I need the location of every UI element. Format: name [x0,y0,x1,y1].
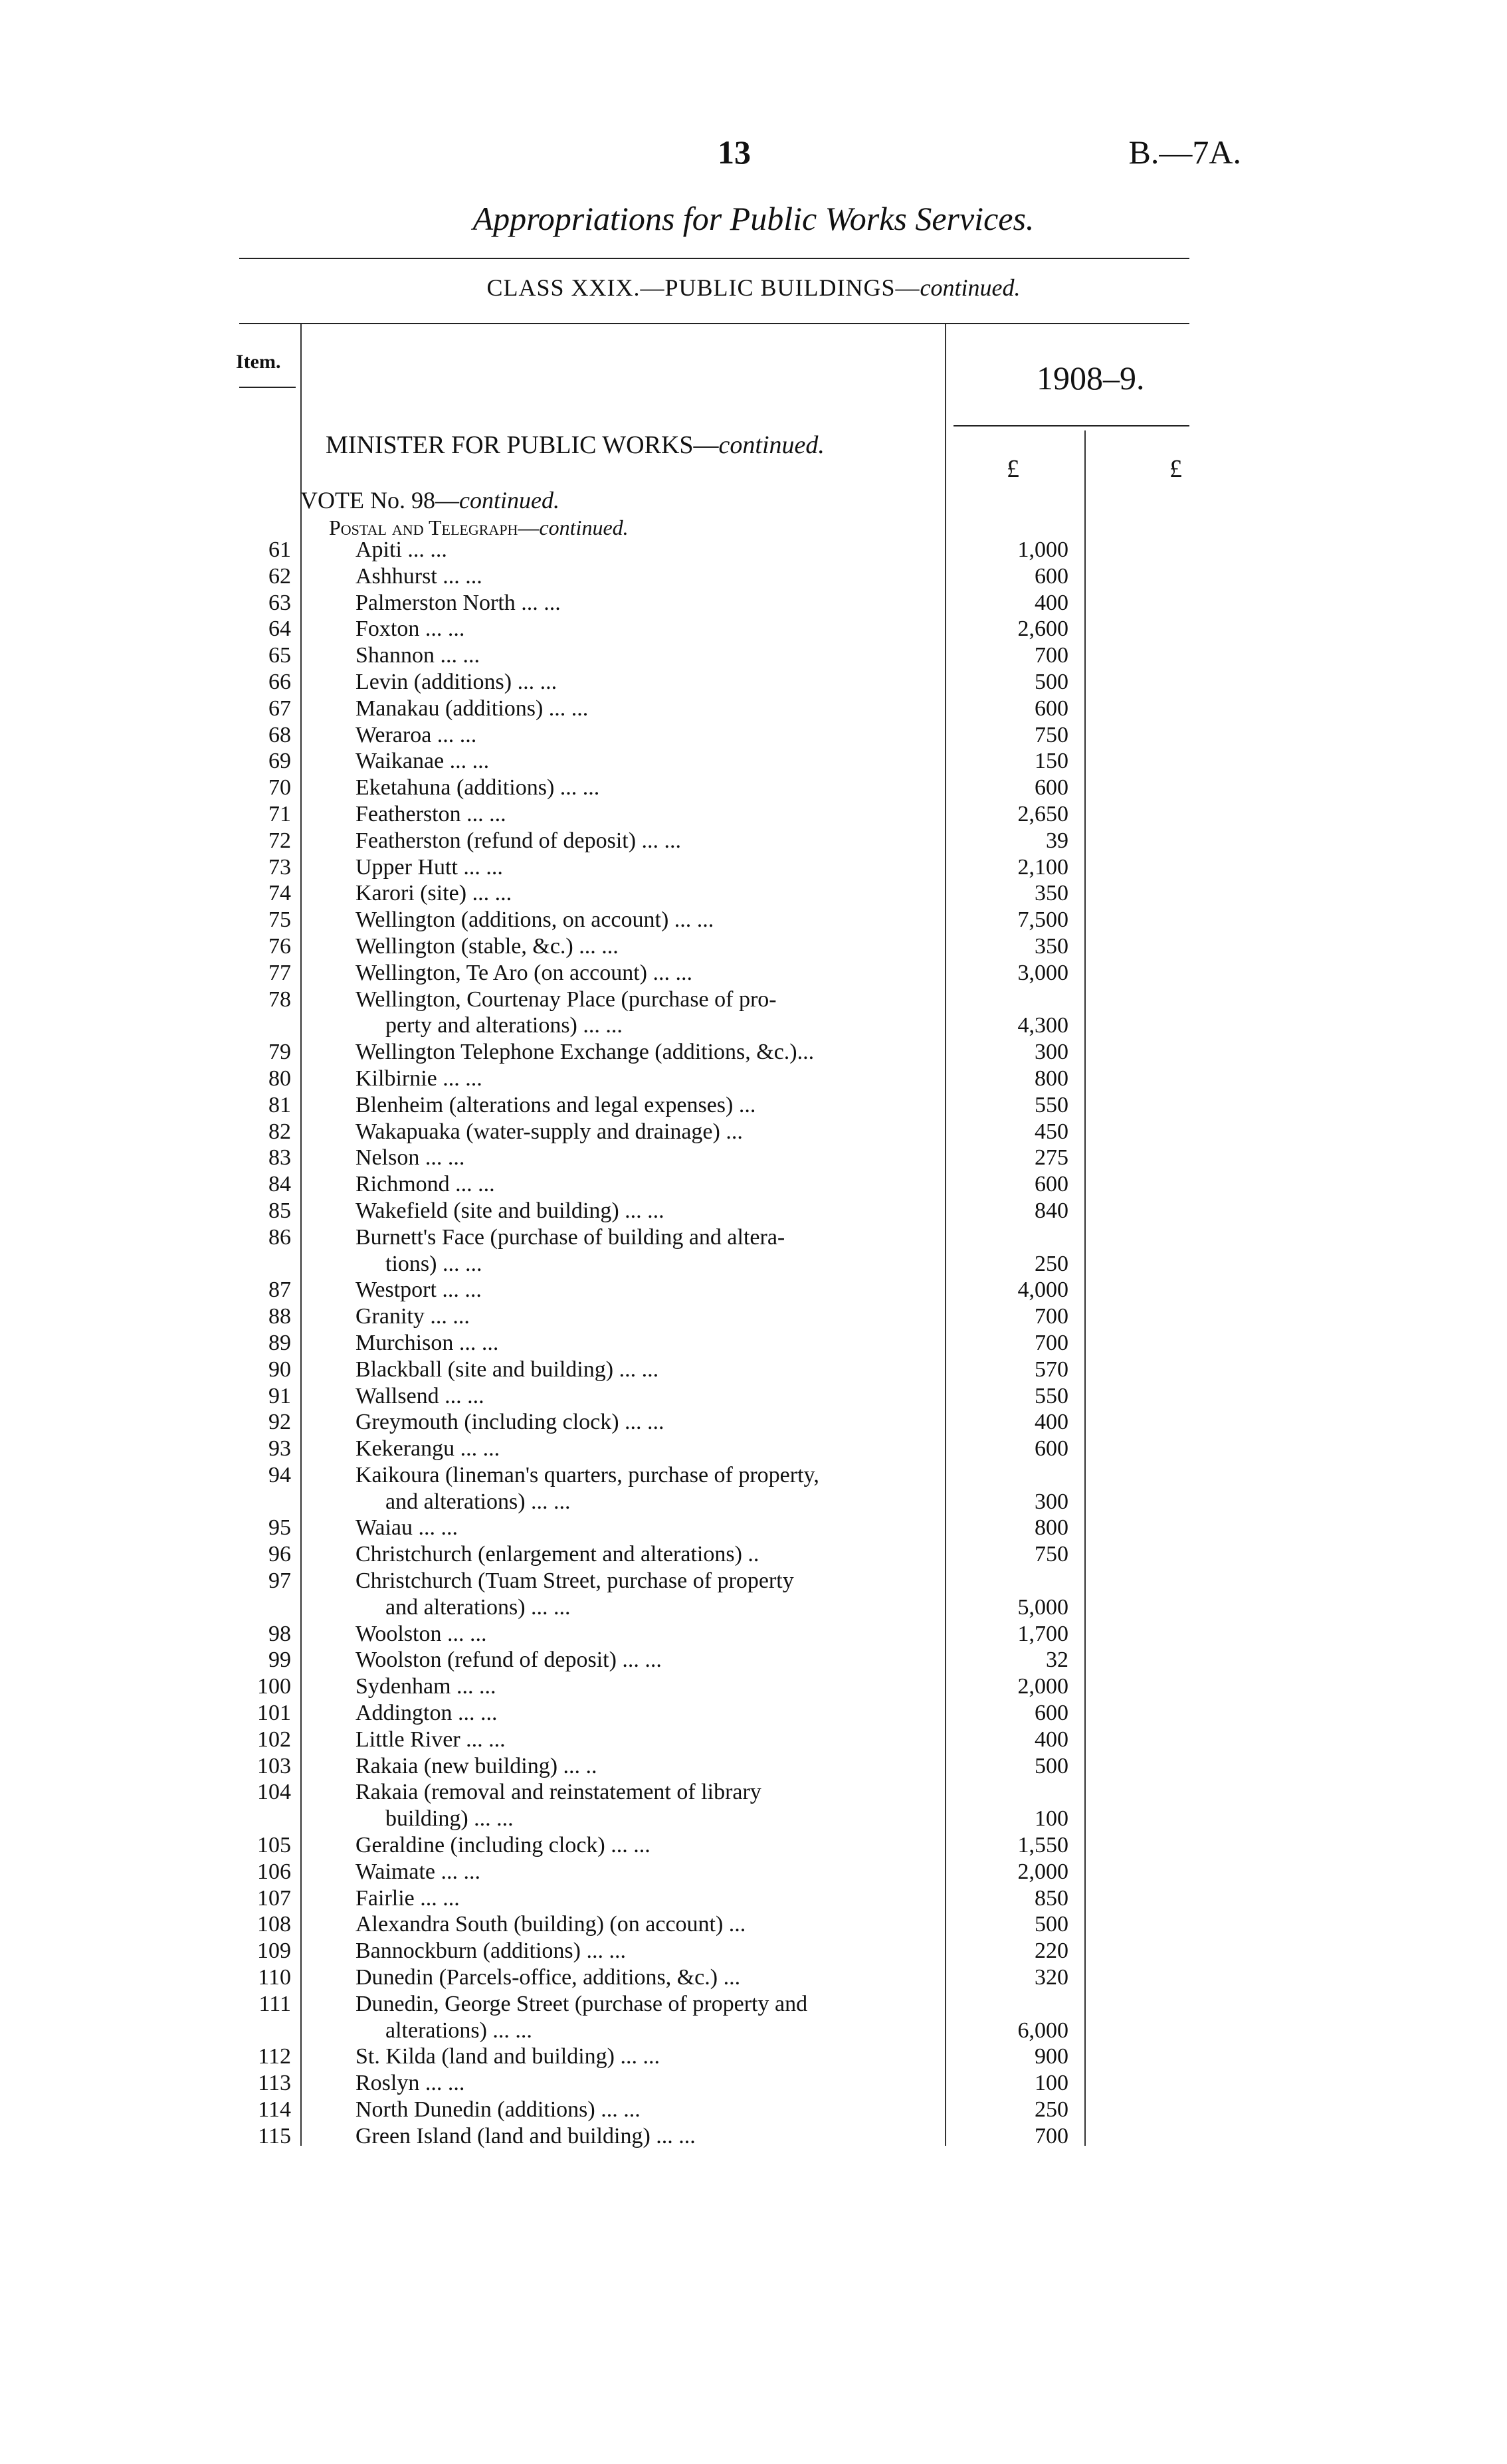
item-number: 103 [257,1753,291,1778]
item-description: perty and alterations) ... ... [385,1013,623,1038]
item-description: Wellington, Courtenay Place (purchase of pro- [355,987,777,1012]
vote-heading [300,486,559,514]
item-number: 77 [268,960,291,985]
item-description: Dunedin, George Street (purchase of property and [355,1991,808,2016]
table-row [0,1039,1507,1066]
item-amount: 500 [1035,669,1068,694]
table-row [0,2097,1507,2123]
table-row [0,642,1507,669]
minister-heading-continued: continued. [718,431,825,459]
item-amount: 700 [1035,1304,1068,1329]
item-amount: 800 [1035,1515,1068,1541]
item-amount: 2,650 [1017,801,1068,826]
item-column-header: Item. [236,351,281,373]
minister-heading [326,430,825,460]
table-row [0,696,1507,722]
table-row [0,1330,1507,1357]
item-number: 114 [258,2097,291,2123]
page-number: 13 [718,134,751,171]
table-row [0,1779,1507,1806]
item-amount: 850 [1035,1885,1068,1911]
item-description: Westport ... ... [355,1278,482,1303]
appropriations-table [0,537,1507,2150]
item-amount: 2,600 [1017,616,1068,642]
table-row [0,1462,1507,1489]
table-row [0,722,1507,749]
table-row [0,1568,1507,1594]
table-row [0,775,1507,801]
item-description: and alterations) ... ... [385,1594,571,1620]
item-amount: 150 [1035,749,1068,774]
table-row [0,1541,1507,1568]
item-description: Featherston ... ... [355,801,506,826]
item-description: North Dunedin (additions) ... ... [355,2097,641,2123]
item-description: Eketahuna (additions) ... ... [355,775,600,801]
item-number: 96 [268,1542,291,1567]
item-description: Apiti ... ... [355,537,447,562]
table-row [0,1859,1507,1885]
item-number: 70 [268,775,291,801]
item-amount: 220 [1035,1939,1068,1964]
table-row [0,2123,1507,2150]
item-number: 83 [268,1145,291,1171]
table-row [0,537,1507,563]
item-description: Wellington (additions, on account) ... ... [355,907,714,933]
item-description: Alexandra South (building) (on account) ... [355,1912,746,1937]
vote-heading-text: VOTE No. 98— [300,487,459,514]
item-description: Weraroa ... ... [355,722,477,747]
document-reference: B.—7A. [1128,134,1241,171]
item-amount: 550 [1035,1383,1068,1408]
item-description: Wallsend ... ... [355,1383,484,1408]
table-row [0,2070,1507,2097]
item-description: Waikanae ... ... [355,749,490,774]
item-description: Ashhurst ... ... [355,563,482,589]
item-description: tions) ... ... [385,1251,482,1276]
item-amount: 400 [1035,1410,1068,1435]
table-row [0,1066,1507,1092]
item-description: St. Kilda (land and building) ... ... [355,2044,660,2069]
item-description: Kekerangu ... ... [355,1436,500,1462]
item-description: Waimate ... ... [355,1859,480,1884]
item-number: 73 [268,854,291,880]
table-row [0,1357,1507,1383]
item-description: Manakau (additions) ... ... [355,696,589,721]
item-amount: 1,700 [1017,1621,1068,1646]
class-title-main: CLASS XXIX.—PUBLIC BUILDINGS— [486,274,920,301]
item-number: 94 [268,1462,291,1487]
vote-heading-continued: continued. [458,487,559,514]
item-number: 104 [257,1780,291,1805]
table-row [0,1224,1507,1251]
item-amount: 32 [1046,1648,1068,1673]
item-number: 82 [268,1119,291,1144]
item-number: 76 [268,933,291,959]
item-amount: 2,000 [1017,1859,1068,1884]
item-description: Foxton ... ... [355,616,465,642]
item-number: 105 [257,1833,291,1858]
table-row [0,590,1507,616]
item-number: 100 [257,1674,291,1699]
item-description: Sydenham ... ... [355,1674,496,1699]
item-description: Granity ... ... [355,1304,470,1329]
item-description: Shannon ... ... [355,643,480,668]
item-description: Kaikoura (lineman's quarters, purchase of property, [355,1462,819,1487]
table-row [0,1673,1507,1700]
item-description: Wellington Telephone Exchange (additions, &c.)... [355,1040,815,1065]
title-rule [239,258,1189,259]
item-number: 107 [257,1885,291,1911]
item-amount: 6,000 [1017,2018,1068,2043]
item-description: Rakaia (new building) ... .. [355,1753,597,1778]
item-number: 66 [268,669,291,694]
item-amount: 500 [1035,1753,1068,1778]
item-description: Woolston (refund of deposit) ... ... [355,1648,662,1673]
item-amount: 570 [1035,1357,1068,1382]
table-row [0,1198,1507,1224]
item-amount: 600 [1035,1701,1068,1726]
table-row [0,1938,1507,1964]
item-number: 64 [268,616,291,642]
table-row [0,669,1507,696]
item-description: Rakaia (removal and reinstatement of library [355,1780,761,1805]
class-title [0,274,1507,302]
table-row [0,1303,1507,1330]
item-description: Richmond ... ... [355,1172,495,1197]
item-amount: 350 [1035,933,1068,959]
item-amount: 750 [1035,722,1068,747]
item-number: 61 [268,537,291,562]
item-amount: 250 [1035,1251,1068,1276]
item-number: 109 [257,1939,291,1964]
item-number: 95 [268,1515,291,1541]
item-number: 72 [268,828,291,853]
item-description: Blenheim (alterations and legal expenses) ... [355,1092,756,1117]
item-description: Kilbirnie ... ... [355,1066,482,1091]
item-amount: 500 [1035,1912,1068,1937]
item-amount: 350 [1035,881,1068,906]
item-description: Blackball (site and building) ... ... [355,1357,659,1382]
table-row [0,1251,1507,1278]
item-number: 86 [268,1224,291,1250]
item-description: building) ... ... [385,1806,514,1832]
item-number: 106 [257,1859,291,1884]
table-row [0,1753,1507,1780]
item-number: 71 [268,801,291,826]
item-number: 101 [257,1701,291,1726]
item-description: Christchurch (enlargement and alterations) .. [355,1542,759,1567]
item-amount: 100 [1035,2071,1068,2096]
item-description: Bannockburn (additions) ... ... [355,1939,626,1964]
item-number: 102 [257,1727,291,1752]
item-description: Nelson ... ... [355,1145,465,1171]
item-amount: 3,000 [1017,960,1068,985]
item-description: Dunedin (Parcels-office, additions, &c.) ... [355,1965,741,1990]
item-amount: 700 [1035,2123,1068,2148]
item-description: Burnett's Face (purchase of building and altera- [355,1224,785,1250]
item-description: Wellington, Te Aro (on account) ... ... [355,960,692,985]
item-amount: 320 [1035,1965,1068,1990]
item-description: Waiau ... ... [355,1515,458,1541]
item-description: Addington ... ... [355,1701,498,1726]
table-row [0,1911,1507,1938]
table-row [0,748,1507,775]
table-row [0,1515,1507,1541]
table-row [0,1885,1507,1912]
item-number: 93 [268,1436,291,1462]
table-row [0,1964,1507,1991]
table-row [0,854,1507,881]
item-number: 80 [268,1066,291,1091]
item-number: 97 [268,1568,291,1594]
item-description: Karori (site) ... ... [355,881,512,906]
item-number: 65 [268,643,291,668]
currency-label-2: £ [1169,455,1182,483]
table-row [0,563,1507,590]
table-row [0,1436,1507,1462]
table-row [0,987,1507,1013]
table-row [0,1594,1507,1621]
item-amount: 900 [1035,2044,1068,2069]
item-description: and alterations) ... ... [385,1489,571,1514]
item-number: 69 [268,749,291,774]
item-description: Upper Hutt ... ... [355,854,503,880]
item-amount: 840 [1035,1198,1068,1223]
subhead-continued: continued. [539,516,629,539]
table-row [0,1119,1507,1145]
item-amount: 5,000 [1017,1594,1068,1620]
table-row [0,1621,1507,1648]
item-amount: 750 [1035,1542,1068,1567]
item-number: 84 [268,1172,291,1197]
item-description: Fairlie ... ... [355,1885,460,1911]
item-number: 79 [268,1040,291,1065]
item-number: 113 [258,2071,291,2096]
item-amount: 4,000 [1017,1278,1068,1303]
item-amount: 600 [1035,696,1068,721]
item-amount: 250 [1035,2097,1068,2123]
item-number: 110 [258,1965,291,1990]
item-number: 63 [268,590,291,615]
item-description: alterations) ... ... [385,2018,532,2043]
table-row [0,960,1507,987]
item-amount: 4,300 [1017,1013,1068,1038]
item-number: 67 [268,696,291,721]
table-row [0,880,1507,907]
table-row [0,1489,1507,1515]
table-top-rule [239,323,1189,324]
table-row [0,1647,1507,1673]
table-row [0,801,1507,828]
table-row [0,1727,1507,1753]
item-amount: 275 [1035,1145,1068,1171]
item-number: 85 [268,1198,291,1223]
table-row [0,1700,1507,1727]
item-number: 92 [268,1410,291,1435]
table-row [0,1092,1507,1119]
item-description: Featherston (refund of deposit) ... ... [355,828,682,853]
item-amount: 450 [1035,1119,1068,1144]
item-number: 75 [268,907,291,933]
item-description: Green Island (land and building) ... ... [355,2123,696,2148]
item-amount: 1,550 [1017,1833,1068,1858]
year-header-rule [954,425,1189,426]
table-row [0,1806,1507,1832]
item-amount: 100 [1035,1806,1068,1832]
item-number: 111 [258,1991,291,2016]
item-number: 89 [268,1330,291,1355]
item-amount: 1,000 [1017,537,1068,562]
item-number: 87 [268,1278,291,1303]
item-description: Christchurch (Tuam Street, purchase of property [355,1568,794,1594]
table-row [0,1991,1507,2018]
table-row [0,1145,1507,1171]
item-number: 88 [268,1304,291,1329]
table-row [0,2043,1507,2070]
table-row [0,1832,1507,1859]
table-row [0,1012,1507,1039]
item-number: 108 [257,1912,291,1937]
item-amount: 300 [1035,1040,1068,1065]
item-number: 112 [258,2044,291,2069]
item-amount: 7,500 [1017,907,1068,933]
item-amount: 39 [1046,828,1068,853]
item-description: Little River ... ... [355,1727,506,1752]
item-number: 81 [268,1092,291,1117]
item-description: Murchison ... ... [355,1330,499,1355]
currency-label-1: £ [1007,455,1019,483]
table-row [0,1383,1507,1410]
item-description: Wakefield (site and building) ... ... [355,1198,664,1223]
item-amount: 600 [1035,775,1068,801]
item-amount: 600 [1035,563,1068,589]
item-amount: 400 [1035,590,1068,615]
table-row [0,616,1507,642]
table-row [0,1277,1507,1303]
item-header-rule [239,387,296,388]
item-amount: 600 [1035,1172,1068,1197]
table-row [0,828,1507,854]
item-number: 98 [268,1621,291,1646]
item-number: 74 [268,881,291,906]
item-amount: 700 [1035,1330,1068,1355]
item-number: 115 [258,2123,291,2148]
table-row [0,933,1507,960]
item-number: 62 [268,563,291,589]
table-row [0,2018,1507,2044]
item-amount: 2,000 [1017,1674,1068,1699]
item-amount: 600 [1035,1436,1068,1462]
item-amount: 550 [1035,1092,1068,1117]
item-description: Greymouth (including clock) ... ... [355,1410,664,1435]
item-amount: 300 [1035,1489,1068,1514]
subhead-text: Postal and Telegraph— [329,516,540,539]
item-description: Palmerston North ... ... [355,590,561,615]
page-title: Appropriations for Public Works Services. [472,200,1035,237]
item-number: 90 [268,1357,291,1382]
item-amount: 2,100 [1017,854,1068,880]
item-number: 99 [268,1648,291,1673]
item-description: Roslyn ... ... [355,2071,465,2096]
item-amount: 400 [1035,1727,1068,1752]
item-description: Woolston ... ... [355,1621,487,1646]
minister-heading-text: MINISTER FOR PUBLIC WORKS— [326,431,719,459]
item-number: 68 [268,722,291,747]
table-row [0,907,1507,933]
class-title-continued: continued. [920,274,1021,301]
item-description: Levin (additions) ... ... [355,669,557,694]
item-amount: 800 [1035,1066,1068,1091]
item-number: 78 [268,987,291,1012]
item-description: Wakapuaka (water-supply and drainage) ... [355,1119,743,1144]
item-description: Geraldine (including clock) ... ... [355,1833,651,1858]
item-description: Wellington (stable, &c.) ... ... [355,933,619,959]
table-row [0,1409,1507,1436]
table-row [0,1171,1507,1198]
year-column-header: 1908–9. [1037,359,1145,397]
item-number: 91 [268,1383,291,1408]
item-amount: 700 [1035,643,1068,668]
